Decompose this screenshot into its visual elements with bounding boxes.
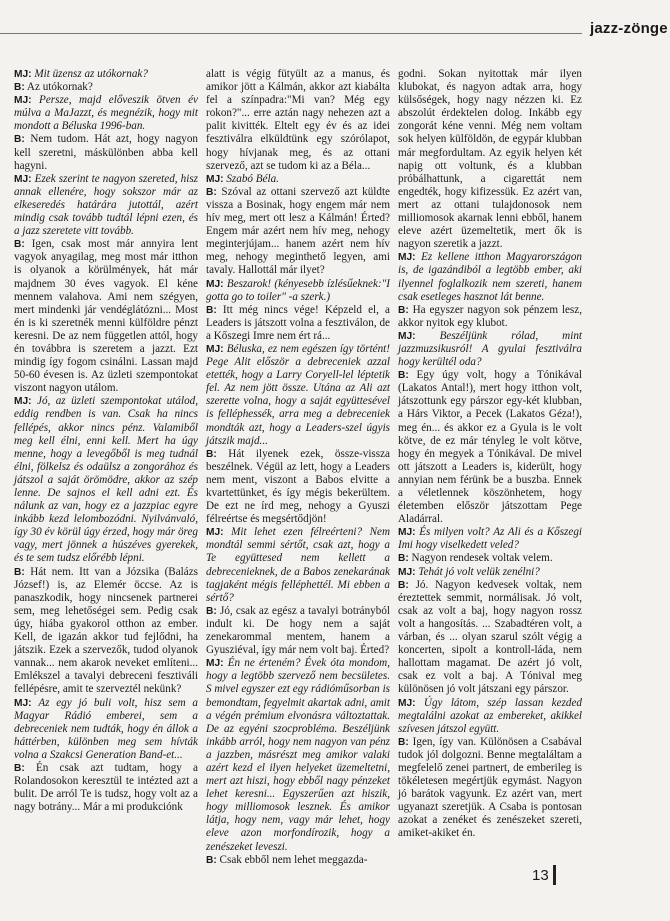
speaker-label: B: xyxy=(206,854,217,866)
paragraph xyxy=(398,369,582,526)
paragraph-text: Béluska, ez nem egészen így történt! Pege Alit először a debreceniek azzal etették, hogy a Larry Coryell-lel léptetik fel. Az nem jött össze. Utána az Ali azt szerette volna, hogy a saját együttesével is felléphessék, arra meg a debreceniek mondták azt, hogy a Leaders-szel úgyis játszik majd... xyxy=(206,342,390,447)
page-number: 13 xyxy=(532,867,549,884)
speaker-label: B: xyxy=(398,370,409,382)
speaker-label: B: xyxy=(206,448,217,460)
paragraph-text: Jó, csak az egész a tavalyi botrányból indult ki. De hogy nem a saját zenekarommal mentem, hanem a Gyusziéval, így már nem volt baj. Érted? xyxy=(206,604,390,657)
paragraph-text: Ezek szerint te nagyon szereted, hisz annak ellenére, hogy sokszor már az elkeseredés határára jutottál, azért mindig csak tovább tudtál lépni ezen, és a jazz szeretete vitt tovább. xyxy=(14,172,198,238)
paragraph-text: Igen, csak most már annyira lent vagyok anyagilag, meg most már itthon is olyanok a körülmények, hát már majdnem 30 éves vagyok. El kéne mennem valahova. Ami nem szégyen, mert mindenki jár vendéglátózni... Most én is ki szeretnék menni külföldre pénzt keresni. De az nem független attól, hogy én továbbra is szeretem a jazzt. Ezt mindig így fogom csinálni. Lassan majd 50-60 évesen is. Az üzleti szempontokat viszont nagyon utálom. xyxy=(14,238,198,395)
paragraph-text: Szabó Béla. xyxy=(226,172,279,185)
speaker-label: B: xyxy=(14,239,25,251)
speaker-label: MJ: xyxy=(206,343,224,355)
header-rule xyxy=(0,33,582,34)
paragraph-text: Mit üzensz az utókornak? xyxy=(34,68,148,80)
paragraph xyxy=(14,94,198,133)
speaker-label: B: xyxy=(398,579,409,591)
paragraph xyxy=(14,762,198,814)
speaker-label: B: xyxy=(206,304,217,316)
speaker-label: MJ: xyxy=(398,566,416,578)
paragraph xyxy=(14,697,198,762)
paragraph xyxy=(398,552,582,565)
speaker-label: MJ: xyxy=(14,69,32,80)
speaker-label: MJ: xyxy=(398,527,416,539)
paragraph-text: Persze, majd előveszik ötven év múlva a MaJazzt, és megnézik, hogy mit mondott a Béluska 1996-ban. xyxy=(14,94,198,133)
paragraph-text: Hát nem. Itt van a Józsika (Balázs József!) is, az Elemér öccse. Az is panaszkodik, hogy nincsenek partnerei sem, meg lehetőségei sem. Pedig csak úgy, hiába gyakorol otthon az ember. Kell, de igazán akkor tud fejlődni, ha játszik. Ezek a szervezők, tudod olyanok vannak... nem akarok neveket említeni... Emlékszel a tavalyi debreceni fesztiváli fellépésre, amit te szerveztél nekünk? xyxy=(14,565,198,696)
speaker-label: MJ: xyxy=(398,330,416,342)
paragraph-text: Úgy látom, szép lassan kezded megtalálni azokat az embereket, akikkel szívesen játszol együtt. xyxy=(398,696,582,735)
speaker-label: B: xyxy=(14,134,25,146)
paragraph-text: Tehát jó volt velük zenélni? xyxy=(418,565,540,578)
paragraph-text: Nem tudom. Hát azt, hogy nagyon kell szeretni, máskülönben abba kell hagyni. xyxy=(14,133,198,172)
paragraph-text: Hát ilyenek ezek, össze-vissza beszélnek. Végül az lett, hogy a Leaders nem ment, viszont a Babos elvitte a kvartettünket, és így mégis bekerültem. De ezt ne írd meg, nehogy a Gyuszi félreértse és megsértődjön! xyxy=(206,447,390,526)
paragraph xyxy=(206,657,390,853)
speaker-label: B: xyxy=(206,186,217,198)
paragraph-text: Ha egyszer nagyon sok pénzem lesz, akkor nyitok egy klubot. xyxy=(398,303,582,329)
paragraph-text: Igen, így van. Különösen a Csabával tudok jól dolgozni. Benne megtaláltam a megfelelő zenei partnert, de emberileg is tökéletesen megértjük egymást. Nagyon jó barátok vagyunk. Ez azért van, mert ugyanazt szeretjük. A Csaba is pontosan azokat a zenéket és zenészeket szereti, amiket-akiket én. xyxy=(398,735,582,840)
speaker-label: B: xyxy=(14,566,25,578)
paragraph xyxy=(14,81,198,94)
paragraph-text: godni. Sokan nyitottak már ilyen klubokat, és nagyon adtak arra, hogy külsőségek, hogy nagy nézzen ki. Ez abszolút érdektelen dolog. Inkább egy zongorát kéne venni. Még nem voltam sok helyen külföldön, de egypár klubban már megfordultam. Az egyik helyen két napig ott voltunk, és a klubban próbálhattunk, a cigarettát nem engedték, hogy kifizessük. Ez azért van, mert az ottani tulajdonosok nem milliomosok akarnak lenni ebből, hanem eleve azért üzemeltetik, mert ők is nagyon szeretik a jazzt. xyxy=(398,68,582,251)
section-title: jazz-zönge xyxy=(590,20,668,37)
speaker-label: MJ: xyxy=(206,527,224,539)
paragraph xyxy=(206,278,390,304)
paragraph xyxy=(398,330,582,369)
paragraph xyxy=(398,526,582,552)
paragraph-text: Az egy jó buli volt, hisz sem a Magyar Rádió emberei, sem a debreceniek nem tudták, hogy én állok a háttérben, különben meg sem hívták volna a Szakcsi Generation Band-et... xyxy=(14,696,198,761)
paragraph xyxy=(398,304,582,330)
paragraph-text: Itt még nincs vége! Képzeld el, a Leaders is játszott volna a fesztiválon, de a Kőszegi Imre nem ért rá... xyxy=(206,303,390,342)
paragraph xyxy=(14,566,198,697)
paragraph xyxy=(206,343,390,448)
speaker-label: B: xyxy=(14,82,25,94)
paragraph xyxy=(206,304,390,343)
speaker-label: MJ: xyxy=(14,95,32,107)
paragraph-text: Én csak azt tudtam, hogy a Rolandosokon keresztül te intézted azt a bulit. De arról Te is tudsz, hogy volt az a nagy botrány... Már a mi produkciónk xyxy=(14,761,198,814)
speaker-label: B: xyxy=(206,605,217,617)
speaker-label: MJ: xyxy=(14,173,32,185)
speaker-label: MJ: xyxy=(398,697,416,709)
speaker-label: MJ: xyxy=(14,396,32,408)
speaker-label: B: xyxy=(398,736,409,748)
speaker-label: MJ: xyxy=(206,658,224,670)
paragraph xyxy=(14,238,198,395)
paragraph-text: Az utókornak? xyxy=(26,81,93,94)
paragraph xyxy=(206,448,390,527)
speaker-label: B: xyxy=(398,304,409,316)
paragraph xyxy=(398,736,582,841)
text-column-1 xyxy=(14,68,198,814)
paragraph xyxy=(206,186,390,278)
speaker-label: B: xyxy=(14,762,25,774)
paragraph-text: alatt is végig fütyült az a manus, és amikor jött a Kálmán, akkor azt kiabálta fel a színpadra:"Mi van? Még egy rokon?"... erre aztán nagy nehezen azt a palit kivitték. Eltelt egy év és az idei fesztiválra elküldtünk egy szórólapot, hogy hívjanak meg, és az ottani szervező, azt se tudom ki az a Béla... xyxy=(206,68,390,172)
speaker-label: MJ: xyxy=(206,173,224,185)
paragraph-text: Nagyon rendesek voltak velem. xyxy=(411,552,553,565)
paragraph xyxy=(14,395,198,565)
paragraph-text: Beszarok! (kényesebb ízlésűeknek:"I gotta go to toiler" -a szerk.) xyxy=(206,277,390,303)
text-column-3 xyxy=(398,68,582,841)
paragraph-text: Szóval az ottani szervező azt küldte vissza a Bosinak, hogy engem már nem hív meg, mert ott lesz a Kálmán! Érted? Engem már azért nem hív meg, nehogy meginterjújam... hanem azért nem hív meg, nehogy meginthető legyen, ami tavaly. Hallottál már ilyet? xyxy=(206,185,390,277)
speaker-label: MJ: xyxy=(14,697,32,709)
page-number-bar xyxy=(553,865,556,885)
speaker-label: MJ: xyxy=(206,278,224,290)
paragraph xyxy=(398,697,582,736)
speaker-label: B: xyxy=(398,553,409,565)
speaker-label: MJ: xyxy=(398,252,416,264)
paragraph xyxy=(14,68,198,81)
page-header xyxy=(0,0,670,60)
paragraph-text: Csak ebből nem lehet meggazda- xyxy=(219,853,368,866)
paragraph-text: Jó. Nagyon kedvesek voltak, nem éreztettek semmit, normálisak. Jó volt, csak az volt a baj, hogy nagyon rossz volt a hangosítás. ... Szabadtéren volt, a várban, és ... olyan szarul szólt végig a koncerten, sipolt a kontroll-láda, nem hallottam magamat. De azért jó volt, csak ez volt a baj. A Tónival meg különösen jó volt játszani egy párszor. xyxy=(398,578,582,696)
paragraph xyxy=(206,526,390,605)
paragraph-text: És milyen volt? Az Ali és a Kőszegi Imi hogy viselkedett veled? xyxy=(398,526,582,552)
paragraph xyxy=(206,68,390,173)
paragraph-text: Jó, az üzleti szempontokat utálod, eddig rendben is van. Csak ha nincs fellépés, akkor nincs pénz. Valamiből meg kell élni, enni kell. Mert ha úgy menne, hogy a levegőből is meg tudnál élni, fölkelsz és odaülsz a zongorához és játszol a saját örömödre, akkor az szép lenne. De sajnos el kell adni ezt. És nálunk az van, hogy ez a jazzpiac egyre inkább kezd lelombozódni. Nyilvánvaló, így 30 év körül úgy érzed, hogy már öreg vagy, mert jönnek a húszéves gyerekek, és te sem tudsz előrébb lépni. xyxy=(14,395,199,565)
paragraph-text: Mit lehet ezen félreérteni? Nem mondtál semmi sértőt, csak azt, hogy a Te együttesed nem kellett a debrecenieknek, de a Babos zenekarának tagjaként mégis felléphettél. Mi ebben a sértő? xyxy=(206,526,390,604)
paragraph-text: Beszéljünk rólad, mint jazzmuzsikusról! A gyulai fesztiválra hogy kerültél oda? xyxy=(398,329,582,369)
paragraph xyxy=(398,251,582,303)
paragraph xyxy=(398,579,582,697)
paragraph xyxy=(14,173,198,238)
paragraph-text: Én ne érteném? Évek óta mondom, hogy a legtöbb szervező nem becsületes. S mivel egyszer ezt egy rádióműsorban is bemondtam, fegyelmit akartak adni, amit a végén prémium elvonásra változtattak. De az egyéni szocproblémа. Beszéljünk inkább arról, hogy nem nagyon van pénz a jazzben, másrészt meg amikor valaki azért kezd el ilyen helyeket üzemeltetni, mert azt hiszi, hogy ebből nagy pénzeket lehet keresni... Egyszerűen azt hiszik, hogy milliomosok lesznek. És amikor látja, hogy nem, vagy már lehet, hogy eleve azon morfondírozik, hogy a zenészeket leveszi. xyxy=(206,657,390,853)
paragraph xyxy=(398,68,582,251)
paragraph-text: Ez kellene itthon Magyarországon is, de igazándiból a legtöbb ember, aki ilyennel foglalkozik nem szereti, hanem csak esetleges hasznot lát benne. xyxy=(398,251,582,303)
paragraph xyxy=(206,173,390,186)
paragraph xyxy=(14,133,198,172)
paragraph xyxy=(398,566,582,579)
paragraph xyxy=(206,605,390,657)
paragraph-text: Egy úgy volt, hogy a Tónikával (Lakatos Antal!), mert hogy itthon volt, játszottunk egy párszor egy-két klubban, a Hárs Viktor, a Pecek (Lakatos Géza!), meg én... és akkor ez a Gyula is le volt kötve, de ez már tényleg le volt kötve, hogy én megyek a Tónikával. De mivel ott játszott a Leaders is, kiderült, hogy annyian nem férünk be a buszba. Ennek a véletlennek köszönhetem, hogy életemben először játszottam Pege Aladárral. xyxy=(398,369,582,526)
paragraph xyxy=(206,854,390,867)
text-column-2 xyxy=(206,68,390,867)
